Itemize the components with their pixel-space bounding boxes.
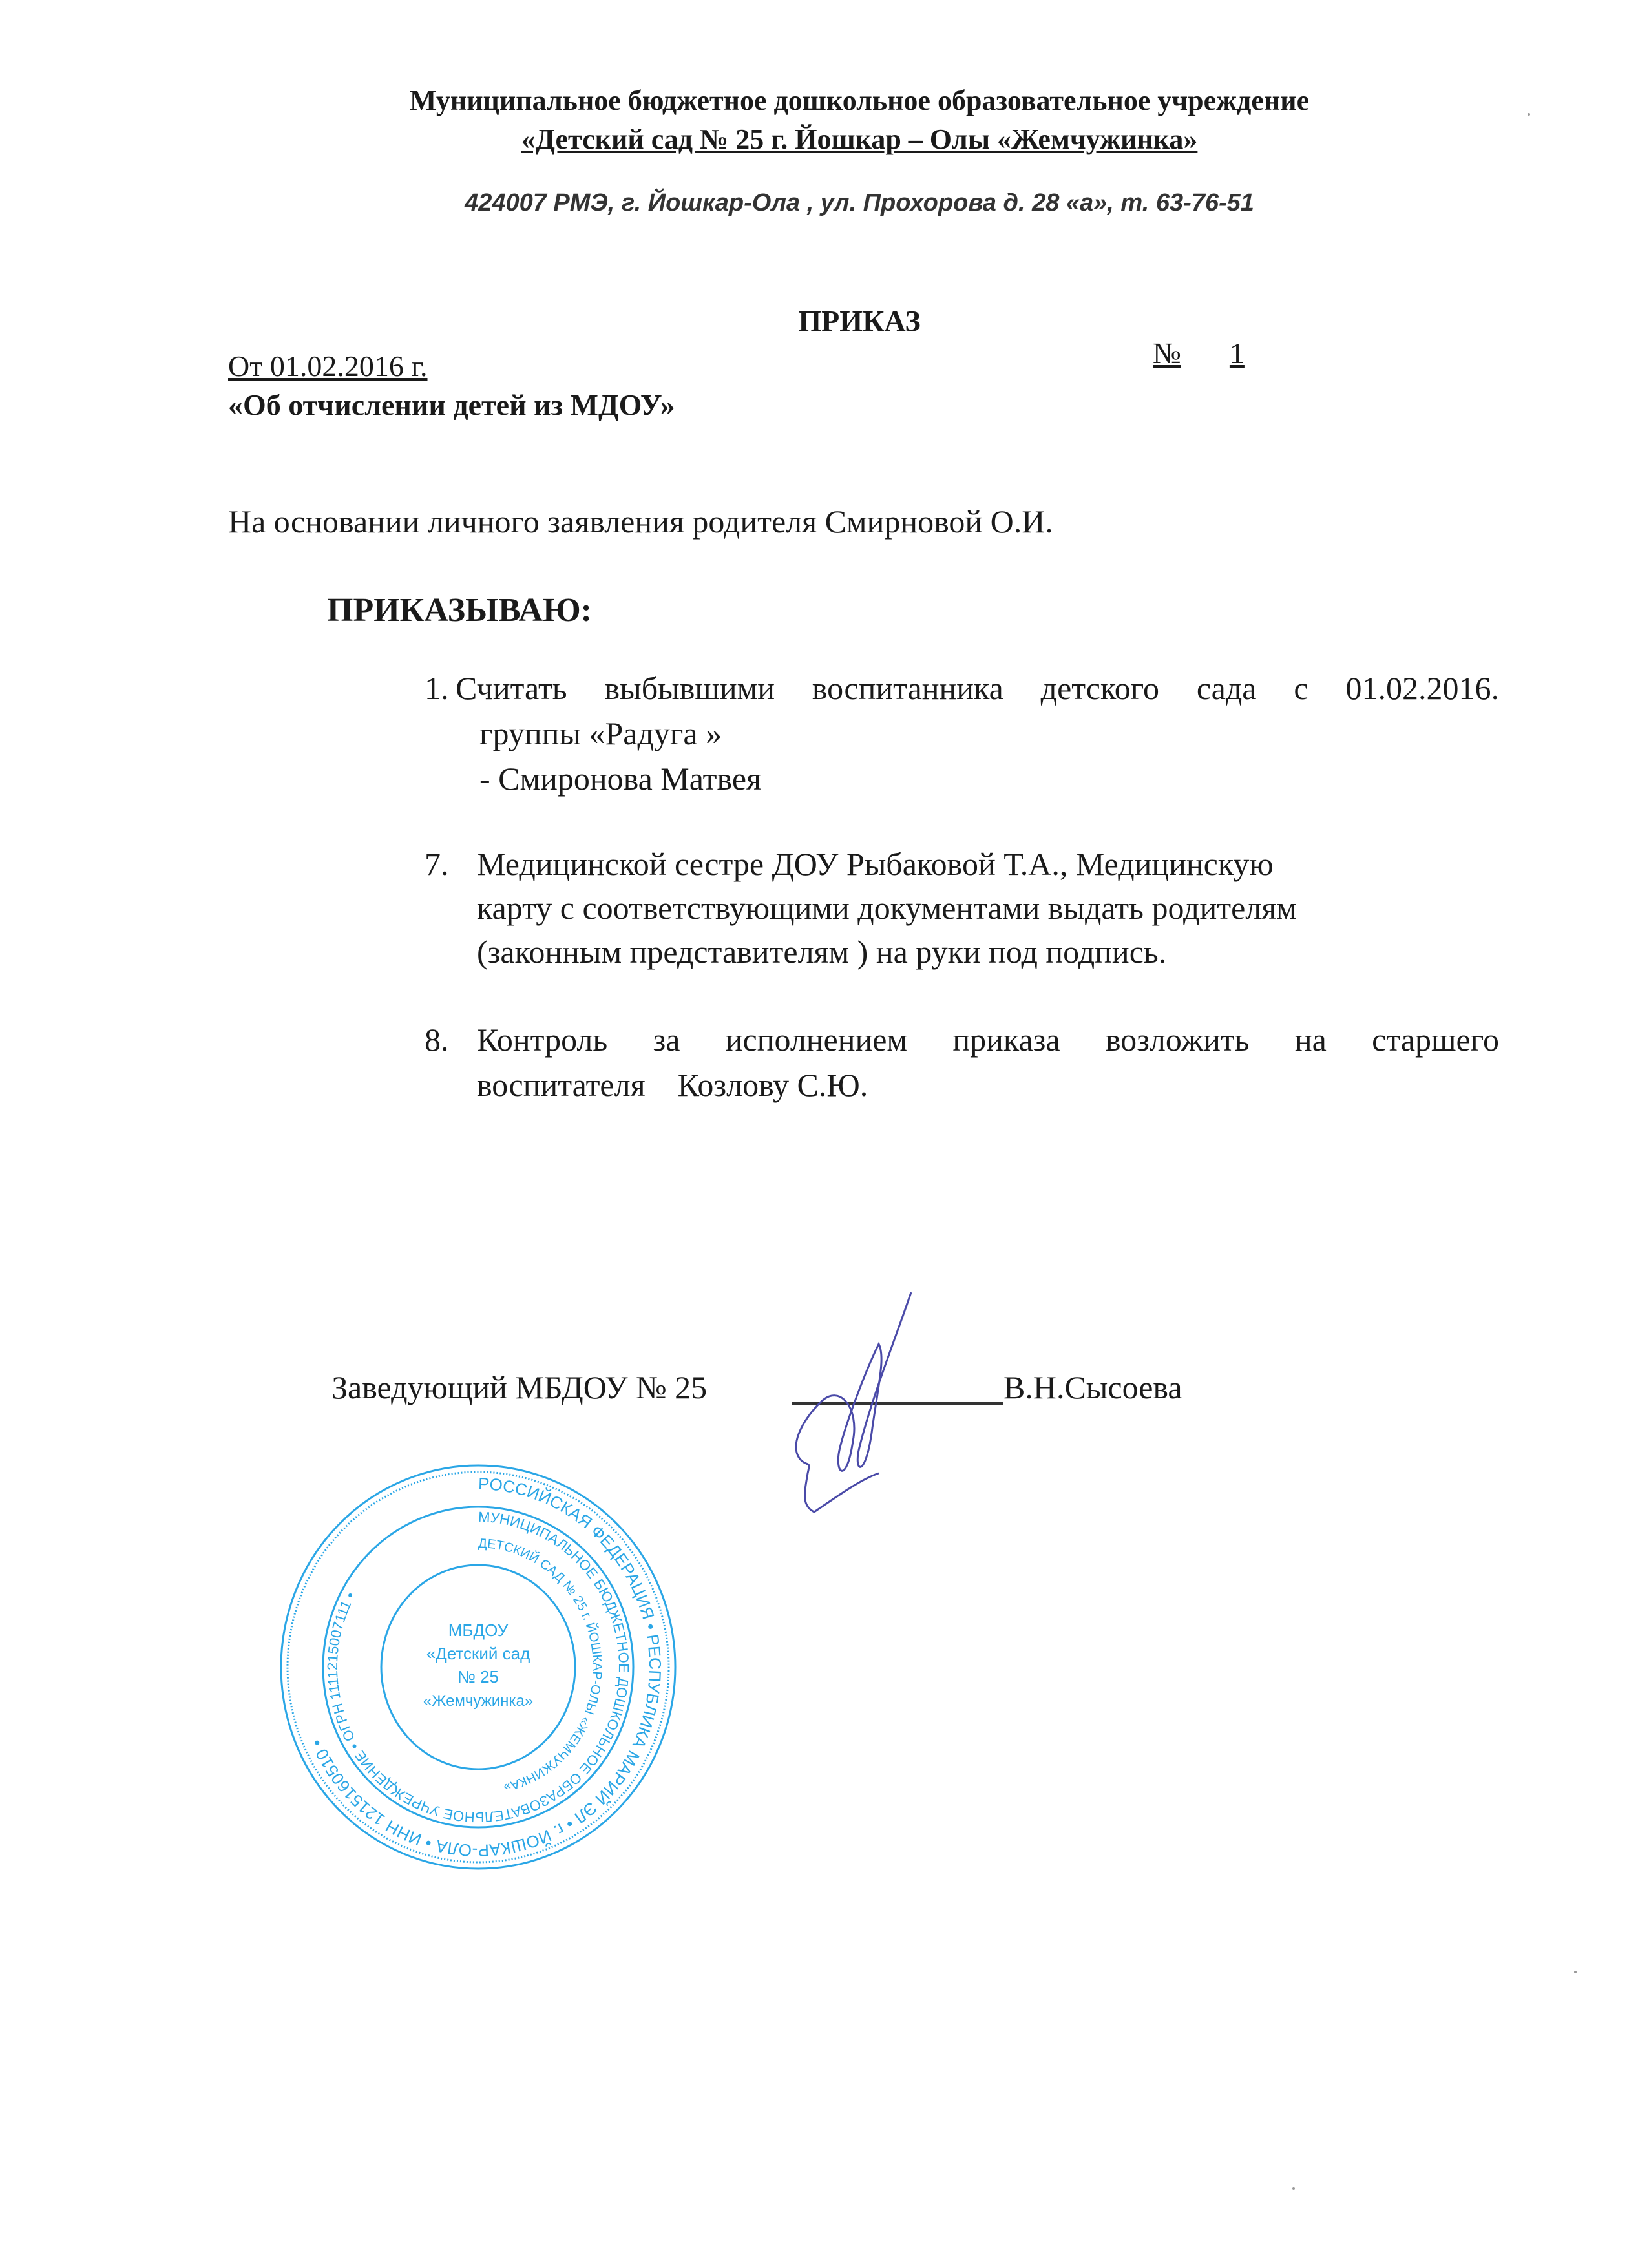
stamp-center-line: «Детский сад — [426, 1644, 530, 1663]
order-title: ПРИКАЗ — [798, 304, 921, 337]
item-7-line: (законным представителям ) на руки под подпись. — [477, 934, 1167, 970]
stamp-inner-text: МУНИЦИПАЛЬНОЕ БЮДЖЕТНОЕ ДОШКОЛЬНОЕ ОБРАЗОВАТЕЛЬНОЕ УЧРЕЖДЕНИЕ • ОГРН 1111215007111 • — [324, 1508, 632, 1826]
item-7-line: карту с соответствующими документами выдать родителям — [477, 890, 1297, 926]
scan-speck — [1292, 2187, 1295, 2190]
item-8-line: воспитателя Козлову С.Ю. — [477, 1067, 868, 1103]
signature-position: Заведующий МБДОУ № 25 — [331, 1369, 708, 1405]
order-subject: «Об отчислении детей из МДОУ» — [228, 388, 675, 421]
signatory-name: В.Н.Сысоева — [1003, 1369, 1182, 1405]
order-number — [1153, 336, 1285, 370]
stamp-center-line: № 25 — [457, 1667, 499, 1686]
org-name-line1: Муниципальное бюджетное дошкольное образовательное учреждение — [409, 85, 1310, 116]
item-7-number: 7. — [425, 846, 449, 882]
scan-speck — [1528, 113, 1530, 116]
item-1-line: Считать выбывшими воспитанника детского сада с 01.02.2016. — [456, 670, 1499, 706]
stamp-center-line: «Жемчужинка» — [423, 1692, 534, 1710]
org-name-line2: «Детский сад № 25 г. Йошкар – Олы «Жемчужинка» — [521, 123, 1198, 155]
item-1-number: 1. — [425, 670, 449, 706]
organization-stamp — [271, 1460, 685, 1874]
org-address: 424007 РМЭ, г. Йошкар-Ола , ул. Прохорова д. 28 «а», т. 63-76-51 — [465, 189, 1254, 216]
decree-heading: ПРИКАЗЫВАЮ: — [327, 592, 592, 629]
item-7-line: Медицинской сестре ДОУ Рыбаковой Т.А., Медицинскую — [477, 846, 1274, 882]
stamp-center-line: МБДОУ — [448, 1621, 509, 1640]
order-number-label: № — [1153, 337, 1181, 370]
basis-text: На основании личного заявления родителя Смирновой О.И. — [228, 503, 1053, 540]
stamp-ring3-text: ДЕТСКИЙ САД № 25 г. ЙОШКАР-ОЛЫ «ЖЕМЧУЖИНКА» — [478, 1536, 604, 1795]
item-8-line: Контроль за исполнением приказа возложить на старшего — [477, 1022, 1499, 1058]
order-date: От 01.02.2016 г. — [228, 350, 428, 383]
stamp-outer-text: РОССИЙСКАЯ ФЕДЕРАЦИЯ • РЕСПУБЛИКА МАРИЙ ЭЛ • г. ЙОШКАР-ОЛА • ИНН 1215160510 • — [306, 1473, 666, 1861]
item-1-line: - Смиронова Матвея — [479, 761, 762, 797]
item-8-number: 8. — [425, 1022, 449, 1058]
item-1-line: группы «Радуга » — [479, 715, 722, 751]
scan-speck — [1574, 1971, 1577, 1973]
order-number-value: 1 — [1229, 337, 1245, 370]
handwritten-signature — [775, 1279, 943, 1518]
